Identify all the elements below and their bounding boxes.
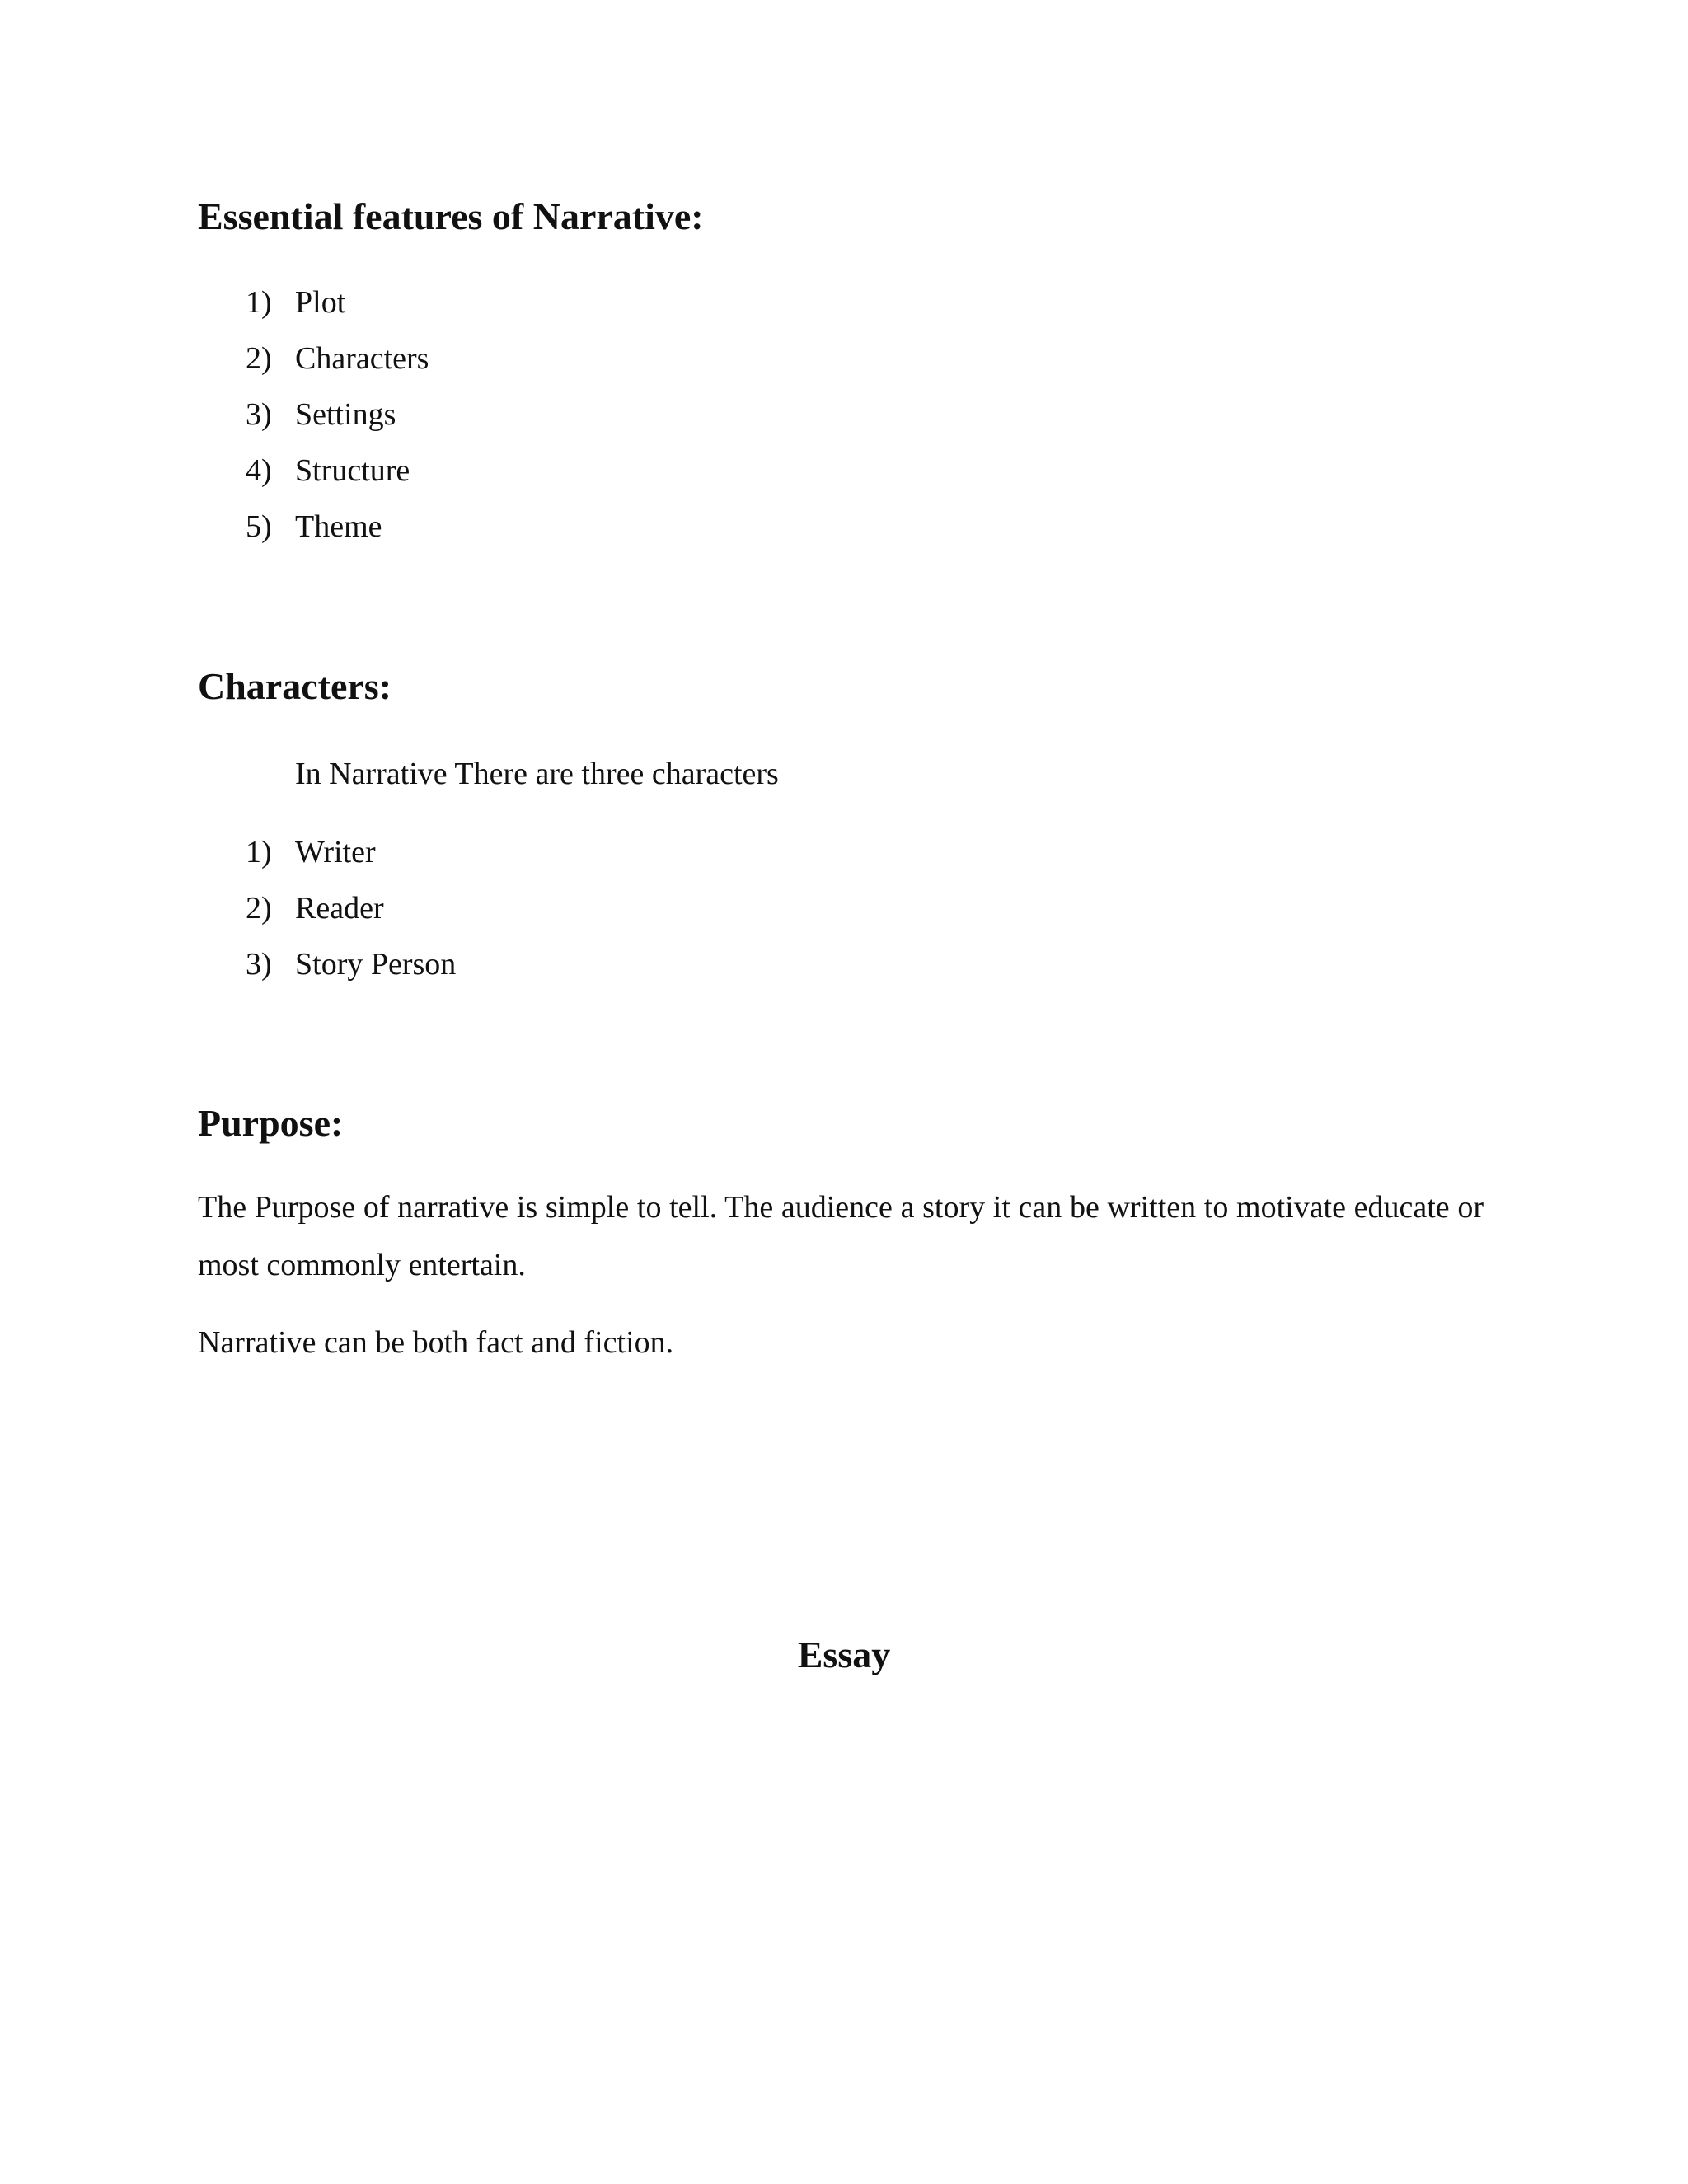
list-number: 2): [246, 341, 272, 376]
characters-intro: In Narrative There are three characters: [295, 757, 779, 791]
heading-essential-features: Essential features of Narrative:: [198, 195, 704, 237]
narrative-fact-fiction: Narrative can be both fact and fiction.: [198, 1325, 674, 1360]
list-number: 3): [246, 947, 272, 982]
list-number: 4): [246, 453, 272, 488]
list-number: 2): [246, 891, 272, 926]
list-label: Reader: [295, 891, 384, 926]
list-label: Characters: [295, 341, 429, 376]
list-label: Story Person: [295, 947, 457, 982]
list-label: Structure: [295, 453, 410, 488]
list-number: 1): [246, 285, 272, 320]
list-label: Settings: [295, 397, 396, 432]
list-number: 3): [246, 397, 272, 432]
list-number: 5): [246, 509, 272, 544]
purpose-paragraph: The Purpose of narrative is simple to tell. The audience a story it can be written to motivate educate or most commonly entertain.: [198, 1190, 1484, 1282]
heading-purpose: Purpose:: [198, 1102, 344, 1144]
heading-characters: Characters:: [198, 665, 392, 707]
list-label: Theme: [295, 509, 382, 544]
list-number: 1): [246, 835, 272, 869]
list-label: Writer: [295, 835, 376, 869]
list-label: Plot: [295, 285, 346, 320]
essay-heading: Essay: [797, 1633, 891, 1675]
